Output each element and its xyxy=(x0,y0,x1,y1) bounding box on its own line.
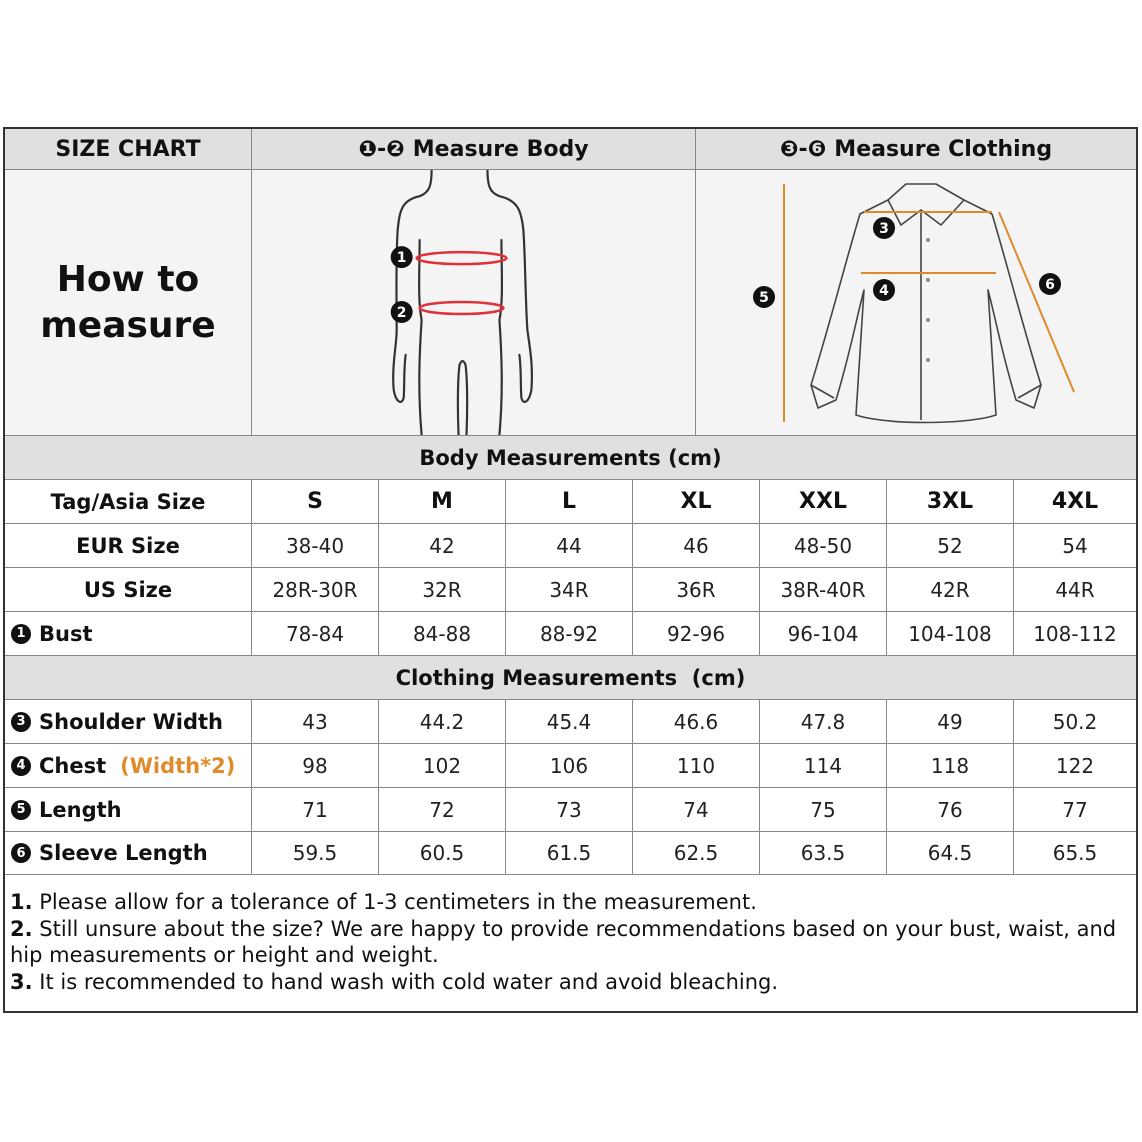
size-4xl: 4XL xyxy=(1051,489,1099,514)
badge-2-icon xyxy=(391,301,413,323)
badge-6-text: 6 xyxy=(1045,277,1055,293)
note-text: It is recommended to hand wash with cold water and avoid bleaching. xyxy=(32,969,779,994)
badge-5-icon xyxy=(753,286,775,308)
bust-value: 92-96 xyxy=(633,612,760,655)
us-size-value: 44R xyxy=(1055,577,1095,602)
measure-clothing-heading xyxy=(696,129,1136,169)
sleeve-length-value: 62.5 xyxy=(633,832,760,874)
note-number: 3. xyxy=(10,969,33,994)
chest-value: 118 xyxy=(887,744,1014,787)
us-size-value: 42R xyxy=(887,568,1014,611)
chest-value: 110 xyxy=(633,744,760,787)
body-illustration-cell xyxy=(252,170,696,435)
badge-1-text: 1 xyxy=(396,250,407,267)
length-value: 74 xyxy=(633,788,760,831)
length-label-cell xyxy=(5,788,252,831)
notes xyxy=(5,875,1136,995)
bust-value: 96-104 xyxy=(760,612,887,655)
measure-clothing-badges: ❸-❻ xyxy=(779,136,827,162)
length-label: Length xyxy=(39,797,122,822)
how-to-line2: measure xyxy=(40,304,216,346)
shoulder-width-value: 46.6 xyxy=(633,700,760,743)
shirt-illustration-cell xyxy=(696,170,1136,435)
header-row xyxy=(5,129,1136,170)
table-row xyxy=(5,832,1136,875)
shoulder-width-value: 44.2 xyxy=(379,700,506,743)
size-xl: XL xyxy=(633,480,760,523)
size-chart-title: SIZE CHART xyxy=(5,129,252,169)
sleeve-length-value: 61.5 xyxy=(506,832,633,874)
us-size-value: 28R-30R xyxy=(252,568,379,611)
badge-3-text: 3 xyxy=(879,221,889,237)
eur-size-value: 42 xyxy=(379,524,506,567)
size-s: S xyxy=(252,480,379,523)
shoulder-width-value: 43 xyxy=(252,700,379,743)
illustration-row xyxy=(5,170,1136,436)
measure-body-label: Measure Body xyxy=(412,136,589,162)
size-chart xyxy=(3,127,1138,1013)
badge-1-icon xyxy=(391,246,413,268)
note-item xyxy=(10,969,1130,996)
bust-label-cell xyxy=(5,612,252,655)
sleeve-length-value: 64.5 xyxy=(887,832,1014,874)
bust-value: 88-92 xyxy=(506,612,633,655)
badge-3-icon: 3 xyxy=(11,712,31,732)
badge-4-icon xyxy=(873,279,895,301)
measure-clothing-label: Measure Clothing xyxy=(834,136,1053,162)
clothing-measurements-title-row xyxy=(5,656,1136,700)
sleeve-length-value: 63.5 xyxy=(760,832,887,874)
eur-size-value: 38-40 xyxy=(252,524,379,567)
chest-value: 106 xyxy=(506,744,633,787)
badge-4-icon: 4 xyxy=(11,756,31,776)
body-figure-icon xyxy=(252,170,695,435)
bust-value: 104-108 xyxy=(887,612,1014,655)
chest-width-note: (Width*2) xyxy=(120,753,236,778)
note-item xyxy=(10,889,1130,916)
eur-size-value: 44 xyxy=(506,524,633,567)
body-measurements-title: Body Measurements (cm) xyxy=(419,445,722,470)
length-value: 72 xyxy=(379,788,506,831)
table-row xyxy=(5,700,1136,744)
shoulder-width-value: 49 xyxy=(887,700,1014,743)
badge-6-icon: 6 xyxy=(11,843,31,863)
length-value: 73 xyxy=(506,788,633,831)
badge-1-icon: 1 xyxy=(11,624,31,644)
note-number: 2. xyxy=(10,916,33,941)
measure-body-badges: ❶-❷ xyxy=(358,136,405,162)
eur-size-label: EUR Size xyxy=(5,524,252,567)
shoulder-width-label-cell xyxy=(5,700,252,743)
table-row xyxy=(5,612,1136,656)
size-3xl: 3XL xyxy=(887,480,1014,523)
sleeve-length-value: 65.5 xyxy=(1052,841,1098,865)
clothing-measurements-title: Clothing Measurements (cm) xyxy=(395,665,746,690)
length-value: 76 xyxy=(887,788,1014,831)
eur-size-value: 54 xyxy=(1062,533,1088,558)
badge-5-text: 5 xyxy=(759,290,769,306)
badge-3-icon xyxy=(873,217,895,239)
eur-size-value: 48-50 xyxy=(760,524,887,567)
length-value: 75 xyxy=(760,788,887,831)
measure-body-heading xyxy=(252,129,696,169)
length-value: 77 xyxy=(1062,797,1088,822)
sizes-label: Tag/Asia Size xyxy=(5,480,252,523)
chest-value: 98 xyxy=(252,744,379,787)
sleeve-length-label: Sleeve Length xyxy=(39,841,208,865)
shoulder-width-label: Shoulder Width xyxy=(39,709,223,734)
chest-value: 114 xyxy=(760,744,887,787)
chest-value: 102 xyxy=(379,744,506,787)
how-to-measure xyxy=(5,170,252,435)
badge-6-icon xyxy=(1039,273,1061,295)
size-xxl: XXL xyxy=(760,480,887,523)
chest-label-cell xyxy=(5,744,252,787)
sizes-row xyxy=(5,480,1136,524)
badge-4-text: 4 xyxy=(879,283,889,299)
note-text: Please allow for a tolerance of 1-3 centimeters in the measurement. xyxy=(32,890,757,914)
body-measurements-title-row xyxy=(5,436,1136,480)
bust-label: Bust xyxy=(39,621,93,646)
table-row xyxy=(5,744,1136,788)
note-number: 1. xyxy=(10,890,33,914)
sleeve-length-value: 59.5 xyxy=(252,832,379,874)
size-m: M xyxy=(379,480,506,523)
shoulder-width-value: 50.2 xyxy=(1052,709,1098,734)
us-size-label: US Size xyxy=(5,568,252,611)
size-l: L xyxy=(506,480,633,523)
table-row xyxy=(5,524,1136,568)
bust-value: 108-112 xyxy=(1033,621,1117,646)
us-size-value: 34R xyxy=(506,568,633,611)
shoulder-width-value: 47.8 xyxy=(760,700,887,743)
badge-2-text: 2 xyxy=(396,304,407,321)
how-to-line1: How to xyxy=(56,258,200,300)
sleeve-length-label-cell xyxy=(5,832,252,874)
us-size-value: 38R-40R xyxy=(760,568,887,611)
sleeve-length-value: 60.5 xyxy=(379,832,506,874)
table-row xyxy=(5,568,1136,612)
badge-5-icon: 5 xyxy=(11,800,31,820)
table-row xyxy=(5,788,1136,832)
shoulder-width-value: 45.4 xyxy=(506,700,633,743)
bust-value: 78-84 xyxy=(252,612,379,655)
length-value: 71 xyxy=(252,788,379,831)
eur-size-value: 46 xyxy=(633,524,760,567)
chest-value: 122 xyxy=(1055,753,1095,778)
us-size-value: 36R xyxy=(633,568,760,611)
us-size-value: 32R xyxy=(379,568,506,611)
bust-value: 84-88 xyxy=(379,612,506,655)
note-item xyxy=(10,916,1130,969)
chest-label: Chest xyxy=(39,753,107,778)
shirt-figure-icon xyxy=(696,170,1136,435)
eur-size-value: 52 xyxy=(887,524,1014,567)
note-text: Still unsure about the size? We are happy to provide recommendations based on your bust, waist, and hip measurements or height and weight. xyxy=(10,916,1117,967)
